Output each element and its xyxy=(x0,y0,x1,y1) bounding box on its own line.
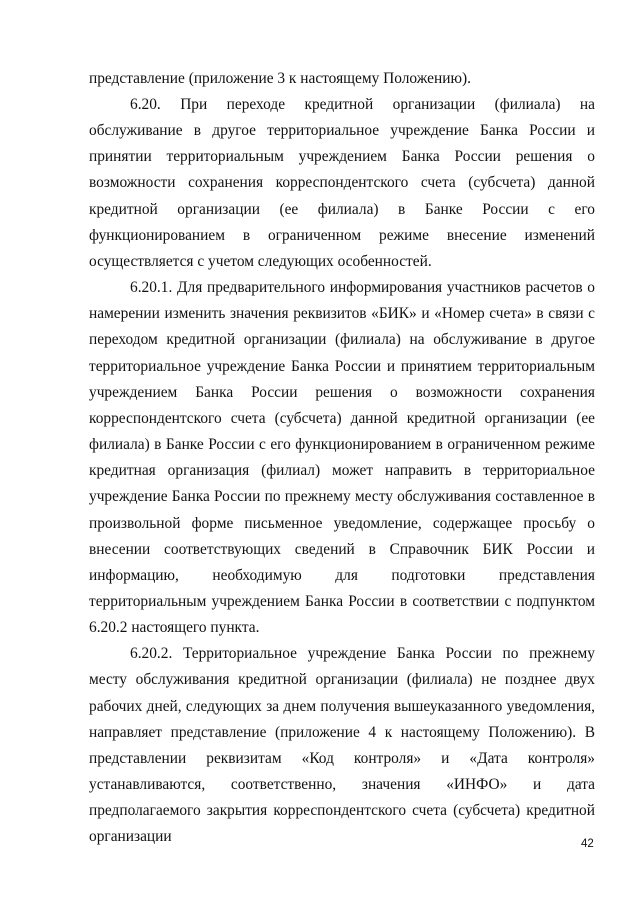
paragraph-6-20: 6.20. При переходе кредитной организации (филиала) на обслуживание в другое территориальное учреждение Банка России и принятии территориальным учреждением Банка России решения о возможности сохранения корреспондентского счета (субсчета) данной кредитной организации (ее филиала) в Банке России с его функционированием в ограниченном режиме внесение изменений осуществляется с учетом следующих особенностей. xyxy=(89,96,595,270)
document-body xyxy=(89,92,595,851)
continuation-line: представление (приложение 3 к настоящему Положению). xyxy=(89,70,471,87)
paragraph-6-20-1: 6.20.1. Для предварительного информирования участников расчетов о намерении изменить значения реквизитов «БИК» и «Номер счета» в связи с переходом кредитной организации (филиала) на обслуживание в другое территориальное учреждение Банка России и принятием территориальным учреждением Банка России решения о возможности сохранения корреспондентского счета (субсчета) данной кредитной организации (ее филиала) в Банке России с его функционированием в ограниченном режиме кредитная организация (филиал) может направить в территориальное учреждение Банка России по прежнему месту обслуживания составленное в произвольной форме письменное уведомление, содержащее просьбу о внесении соответствующих сведений в Справочник БИК России и информацию, необходимую для подготовки представления территориальным учреждением Банка России в соответствии с подпунктом 6.20.2 настоящего пункта. xyxy=(89,279,595,637)
paragraph-6-20-2: 6.20.2. Территориальное учреждение Банка России по прежнему месту обслуживания кредитной организации (филиала) не позднее двух рабочих дней, следующих за днем получения вышеуказанного уведомления, направляет представление (приложение 4 к настоящему Положению). В представлении реквизитам «Код контроля» и «Дата контроля» устанавливаются, соответственно, значения «ИНФО» и дата предполагаемого закрытия корреспондентского счета (субсчета) кредитной организации xyxy=(89,645,595,846)
page-number: 42 xyxy=(581,838,594,850)
